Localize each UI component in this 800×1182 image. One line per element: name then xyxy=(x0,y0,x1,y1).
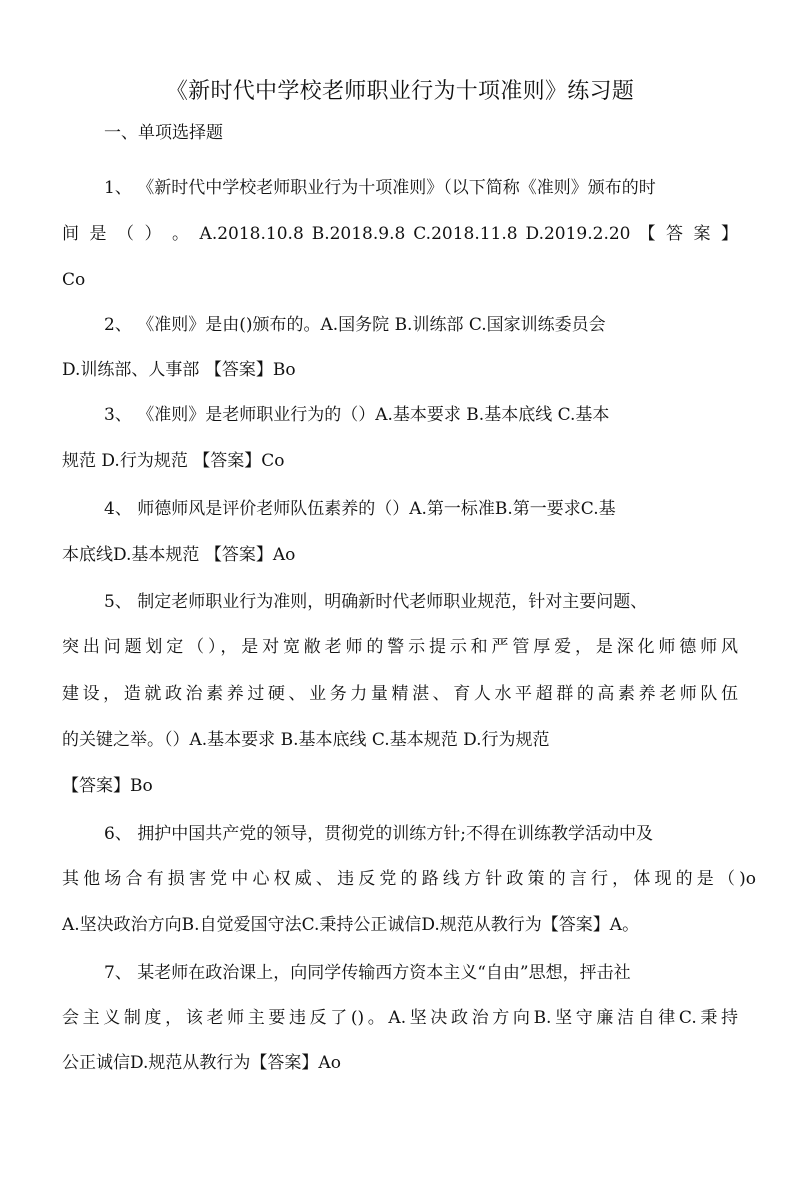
question-7-line-2: 会主义制度，该老师主要违反了()。A.坚决政治方向B.坚守廉洁自律C.秉持 xyxy=(62,1008,738,1028)
question-2-line-2: D.训练部、人事部 【答案】Bo xyxy=(62,360,296,380)
question-4-line-1: 4、 师德师风是评价老师队伍素养的（）A.第一标准B.第一要求C.基 xyxy=(104,499,616,519)
question-6-line-1: 6、 拥护中国共产党的领导，贯彻党的训练方针;不得在训练教学活动中及 xyxy=(104,824,653,844)
question-6-line-2: 其他场合有损害党中心权威、违反党的路线方针政策的言行，体现的是（)o xyxy=(62,869,756,889)
section-heading: 一、单项选择题 xyxy=(104,123,223,143)
question-3-line-2: 规范 D.行为规范 【答案】Co xyxy=(62,451,285,471)
question-5-line-5: 【答案】Bo xyxy=(62,776,153,796)
question-7-line-3: 公正诚信D.规范从教行为【答案】Ao xyxy=(62,1053,341,1073)
question-5-line-1: 5、 制定老师职业行为准则，明确新时代老师职业规范，针对主要问题、 xyxy=(104,592,648,612)
question-7-line-1: 7、 某老师在政治课上，向同学传输西方资本主义“自由”思想，抨击社 xyxy=(104,963,631,983)
question-6-line-3: A.坚决政治方向B.自觉爱国守法C.秉持公正诚信D.规范从教行为【答案】A。 xyxy=(62,915,640,935)
question-5-line-2: 突出问题划定（），是对宽敝老师的警示提示和严管厚爱，是深化师德师风 xyxy=(62,637,738,657)
question-3-line-1: 3、 《准则》是老师职业行为的（）A.基本要求 B.基本底线 C.基本 xyxy=(104,405,610,425)
question-1-line-1: 1、 《新时代中学校老师职业行为十项准则》（以下简称《准则》颁布的时 xyxy=(104,178,656,198)
document-title: 《新时代中学校老师职业行为十项准则》练习题 xyxy=(165,79,635,104)
question-1-line-2: 间 是 （ ） 。 A.2018.10.8 B.2018.9.8 C.2018.11.8 D.2019.2.20 【 答 案 】 xyxy=(62,224,738,244)
question-5-line-4: 的关键之举。（）A.基本要求 B.基本底线 C.基本规范 D.行为规范 xyxy=(62,730,550,750)
question-4-line-2: 本底线D.基本规范 【答案】Ao xyxy=(62,545,296,565)
question-5-line-3: 建设，造就政治素养过硬、业务力量精湛、育人水平超群的高素养老师队伍 xyxy=(62,684,738,704)
question-2-line-1: 2、 《准则》是由()颁布的。A.国务院 B.训练部 C.国家训练委员会 xyxy=(104,315,606,335)
question-1-line-3: Co xyxy=(62,270,86,290)
